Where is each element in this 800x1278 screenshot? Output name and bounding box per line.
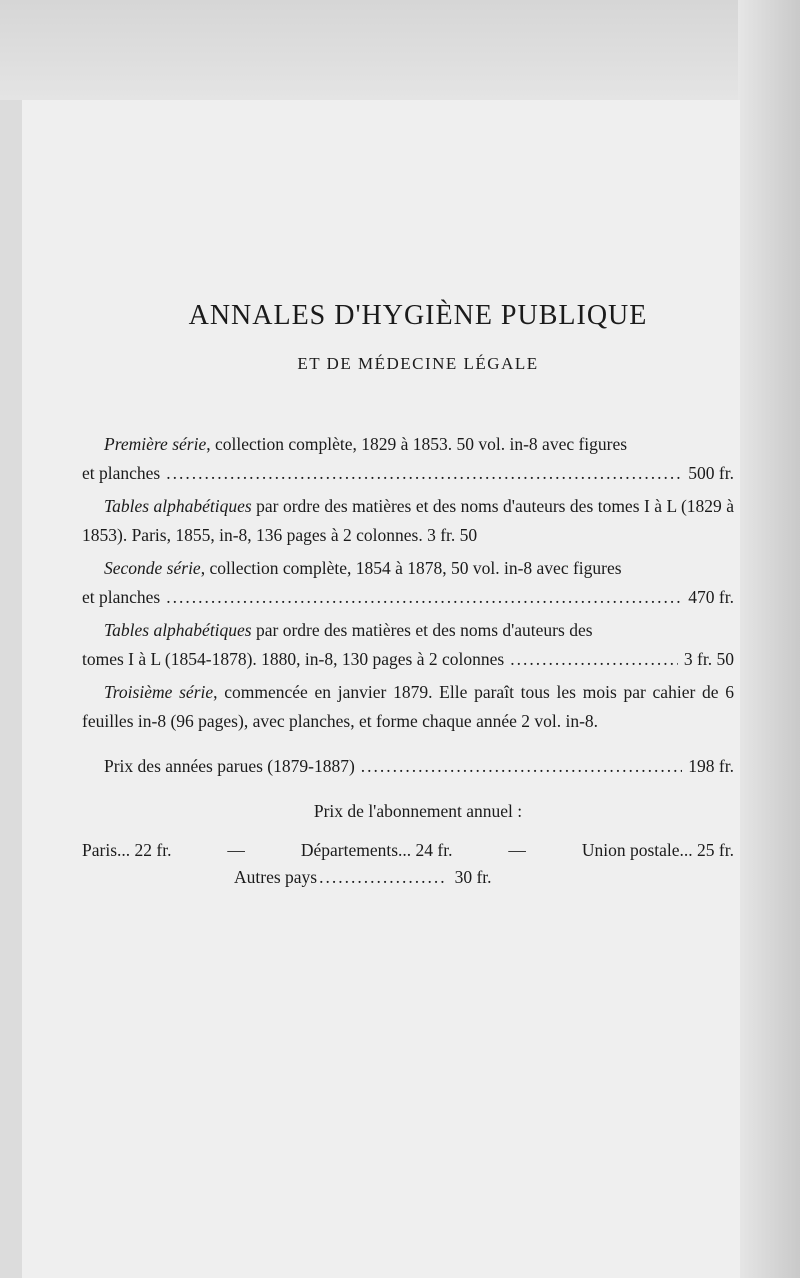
prix-annees-price: 198 fr.: [688, 756, 734, 776]
entry-tables-1: [82, 492, 734, 550]
right-margin: [738, 0, 800, 1278]
dotted-label: tomes I à L (1854-1878). 1880, in-8, 130 pages à 2 colonnes: [82, 649, 505, 669]
dotted-line: [82, 645, 734, 674]
price: 470 fr.: [688, 587, 734, 607]
dotted-label: et planches: [82, 587, 161, 607]
prix-annees-line: [82, 756, 734, 777]
entry-text: par ordre des matières et des noms d'auteurs des tomes I à L (1829 à 1853). Paris, 1855, in-8, 136 pages à 2 colonnes. 3 fr. 50: [82, 496, 734, 545]
leader-dots: [361, 756, 683, 777]
entry-text: , commencée en janvier 1879. Elle paraît tous les mois par cahier de 6 feuilles in-8 (96 pages), avec planches, et forme chaque année 2 vol. in-8.: [82, 682, 735, 731]
dotted-label: et planches: [82, 463, 161, 483]
abonnement-paris: Paris... 22 fr.: [82, 840, 172, 860]
page-content: [82, 300, 734, 888]
entry-tables-2: [82, 616, 734, 674]
abonnement-heading: Prix de l'abonnement annuel :: [313, 801, 523, 821]
entry-troisieme-serie: [82, 678, 734, 736]
entry-seconde-serie: [82, 554, 734, 612]
leader-dots: ....................: [319, 867, 447, 887]
abonnement-autres-row: [82, 867, 734, 888]
entry-title: Tables alphabétiques: [104, 496, 252, 516]
entry-title: Première série: [104, 434, 207, 454]
dotted-line: [82, 459, 734, 488]
leader-dots: [510, 645, 678, 674]
entry-text: par ordre des matières et des noms d'auteurs des: [251, 620, 593, 640]
entry-title: Troisième série: [104, 682, 214, 702]
entry-text: , collection complète, 1829 à 1853. 50 vol. in-8 avec figures: [206, 434, 628, 454]
entry-title: Tables alphabétiques: [104, 620, 252, 640]
page-subtitle: ET DE MÉDECINE LÉGALE: [297, 354, 539, 373]
dotted-line: [82, 583, 734, 612]
price: 500 fr.: [688, 463, 734, 483]
leader-dots: [166, 459, 682, 488]
entry-text: , collection complète, 1854 à 1878, 50 vol. in-8 avec figures: [200, 558, 622, 578]
separator-dash: —: [508, 840, 526, 860]
prix-annees-label: Prix des années parues (1879-1887): [104, 756, 355, 776]
separator-dash: —: [227, 840, 245, 860]
page-title: ANNALES D'HYGIÈNE PUBLIQUE: [188, 300, 648, 331]
abonnement-row: [82, 840, 734, 861]
entry-premiere-serie: [82, 430, 734, 488]
abonnement-departements: Départements... 24 fr.: [300, 840, 453, 860]
abonnement-autres-label: Autres pays: [234, 867, 318, 887]
abonnement-union-postale: Union postale... 25 fr.: [581, 840, 734, 860]
leader-dots: [166, 583, 682, 612]
abonnement-autres-price: 30 fr.: [454, 867, 492, 887]
top-margin: [0, 0, 800, 100]
price: 3 fr. 50: [683, 649, 734, 669]
entry-title: Seconde série: [104, 558, 201, 578]
